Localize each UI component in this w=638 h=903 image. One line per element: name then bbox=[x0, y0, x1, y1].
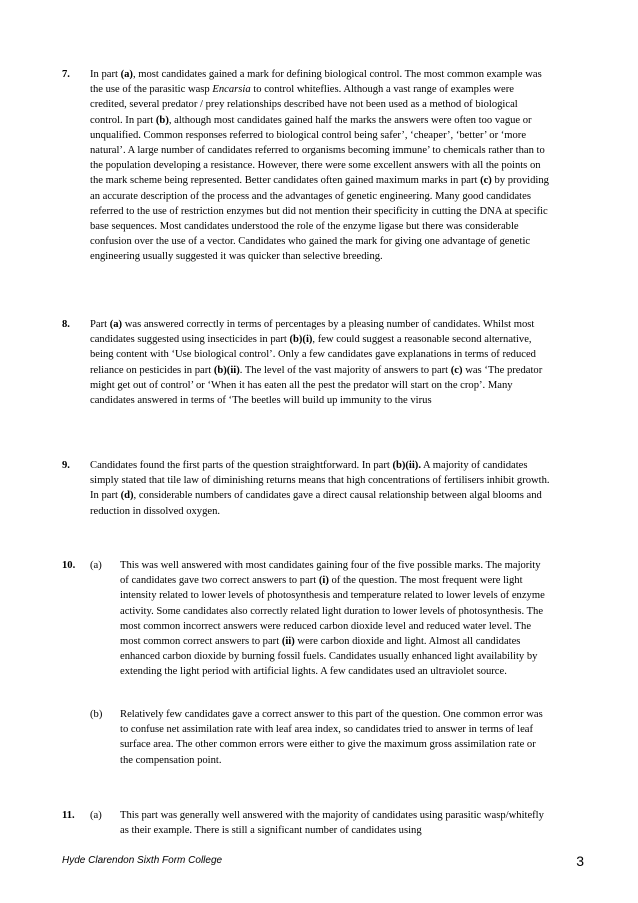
part-text: Relatively few candidates gave a correct answer to this part of the question. One common error was to confuse net assimilation rate with leaf area index, so candidates tried to answer in terms of leaf surface area. The other common errors were either to give the maximum gross assimilation rate or the compensation point. bbox=[120, 709, 543, 766]
question-part-b bbox=[62, 707, 550, 768]
question-10-part-b bbox=[62, 707, 550, 768]
part-label: (b) bbox=[90, 709, 103, 720]
part-text: This part was generally well answered with the majority of candidates using parasitic wasp/whitefly as their example. There is still a significant number of candidates using bbox=[120, 810, 544, 837]
part-label: (a) bbox=[90, 560, 102, 571]
question-number: 8. bbox=[62, 319, 70, 330]
question-10 bbox=[62, 558, 550, 680]
question-number: 9. bbox=[62, 460, 70, 471]
footer-college-name: Hyde Clarendon Sixth Form College bbox=[62, 855, 223, 866]
question-text: In part (a), most candidates gained a mark for defining biological control. The most common example was the use of the parasitic wasp Encarsia to control whiteflies. Although a vast range of examples were credited, several predator / prey relationships described have not been used as a method of biological control. In part (b), although most candidates gained half the marks the answers were often too vague or unqualified. Common responses referred to biological control being safer’, ‘cheaper’, ‘better’ or ‘more natural’. A large number of candidates referred to organisms becoming immune’ to chemicals rather than to the population developing a resistance. However, there were some excellent answers with all the points on the mark scheme being represented. Better candidates often gained maximum marks in part (c) by providing an accurate description of the process and the advantages of genetic engineering. Many good candidates referred to the use of restriction enzymes but did not mention their specificity in cutting the DNA at specific base sequences. Most candidates understood the role of the enzyme ligase but there was considerable confusion over the use of a vector. Candidates who gained the mark for giving one advantage of genetic engineering usually suggested it was quicker than selective breeding. bbox=[90, 69, 549, 263]
question-number: 11. bbox=[62, 810, 75, 821]
question-11 bbox=[62, 808, 550, 838]
question-text: Candidates found the first parts of the question straightforward. In part (b)(ii). A majority of candidates simply stated that tile law of diminishing returns means that high concentrations of fertilisers inhibit growth. In part (d), considerable numbers of candidates gave a direct causal relationship between algal blooms and reduction in dissolved oxygen. bbox=[90, 460, 550, 517]
question-part-a bbox=[62, 808, 550, 838]
part-text: This was well answered with most candidates gaining four of the five possible marks. The majority of candidates gave two correct answers to part (i) of the question. The most frequent were light intensity related to lower levels of photosynthesis and temperature related to lower levels of enzyme activity. Some candidates also correctly related light duration to lower levels of photosynthesis. The most common incorrect answers were reduced carbon dioxide level and reduced water level. The most common correct answers to part (ii) were carbon dioxide and light. Almost all candidates enhanced carbon dioxide by burning fossil fuels. Candidates usually enhanced light availability by extending the light period with artificial lights. A few candidates used an ultraviolet source. bbox=[120, 560, 545, 678]
question-text: Part (a) was answered correctly in terms of percentages by a pleasing number of candidates. Whilst most candidates suggested using insecticides in part (b)(i), few could suggest a reasonable second alternative, being content with ‘Use biological control’. Only a few candidates gave explanations in terms of reduced reliance on pesticides in part (b)(ii). The level of the vast majority of answers to part (c) was ‘The predator might get out of control’ or ‘When it has eaten all the pest the predator will start on the crop’. Many candidates answered in terms of ‘The beetles will build up immunity to the virus bbox=[90, 319, 543, 407]
question-number: 10. bbox=[62, 560, 76, 571]
question-number: 7. bbox=[62, 69, 70, 80]
question-7 bbox=[62, 67, 550, 265]
question-9 bbox=[62, 458, 550, 519]
part-label: (a) bbox=[90, 810, 102, 821]
question-part-a bbox=[62, 558, 550, 680]
page-number: 3 bbox=[576, 853, 584, 869]
question-8 bbox=[62, 317, 550, 408]
